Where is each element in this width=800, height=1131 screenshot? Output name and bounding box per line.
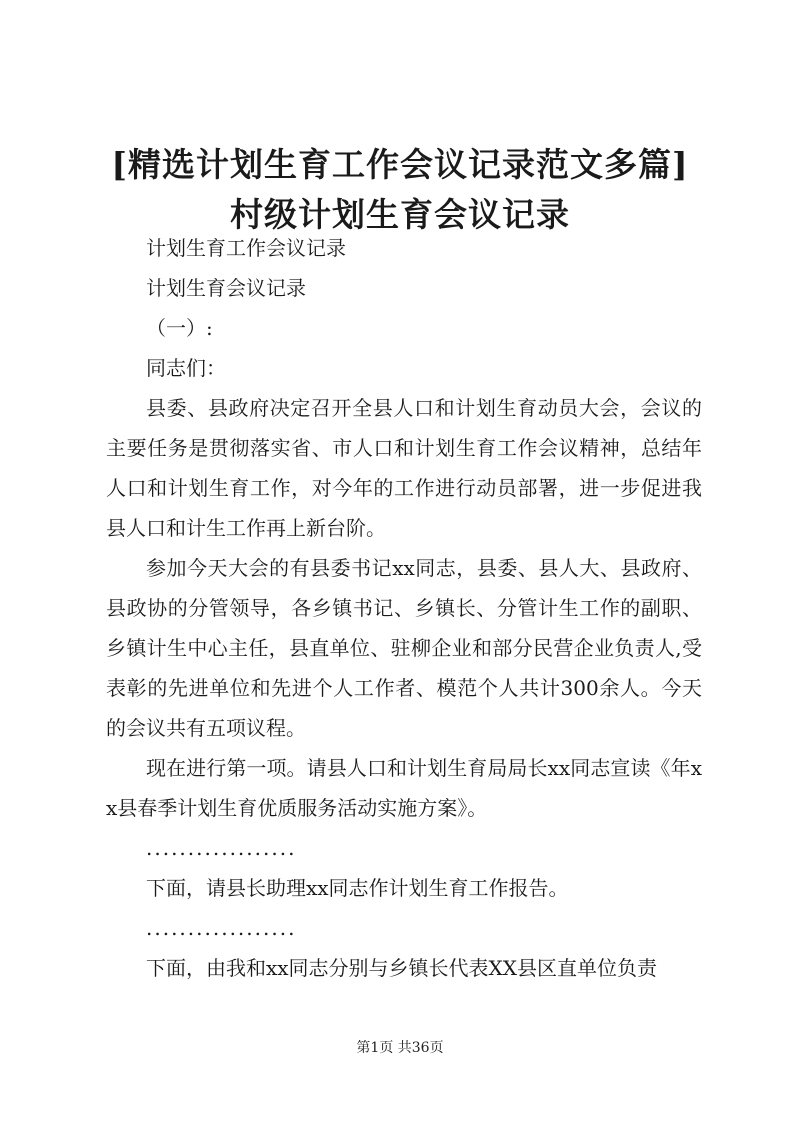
paragraph: 计划生育工作会议记录 (146, 236, 346, 260)
paragraph: 计划生育会议记录 (146, 276, 306, 300)
paragraph: 下面，请县长助理xx同志作计划生育工作报告。 (146, 876, 569, 900)
page-number: 第1页 共36页 (356, 1040, 444, 1056)
paragraph: （一）: (146, 316, 213, 340)
document-body (106, 228, 702, 988)
paragraph: 下面，由我和xx同志分别与乡镇长代表XX县区直单位负责 (146, 956, 658, 980)
ellipsis-line: .................. (146, 916, 297, 940)
paragraph: 同志们： (146, 356, 226, 380)
document-title: [精选计划生育工作会议记录范文多篇]村级计划生育会议记录 (111, 145, 689, 234)
paragraph: 参加今天大会的有县委书记xx同志，县委、县人大、县政府、县政协的分管领导，各乡镇书记、乡镇长、分管计生工作的副职、乡镇计生中心主任，县直单位、驻柳企业和部分民营企业负责人,受表彰的先进单位和先进个人工作者、模范个人共计300余人。今天的会议共有五项议程。 (106, 556, 702, 740)
ellipsis-line: .................. (146, 836, 297, 860)
paragraph: 现在进行第一项。请县人口和计划生育局局长xx同志宣读《年xx县春季计划生育优质服务活动实施方案》。 (106, 756, 702, 820)
paragraph: 县委、县政府决定召开全县人口和计划生育动员大会，会议的主要任务是贯彻落实省、市人口和计划生育工作会议精神，总结年人口和计划生育工作，对今年的工作进行动员部署，进一步促进我县人口和计生工作再上新台阶。 (106, 396, 702, 540)
